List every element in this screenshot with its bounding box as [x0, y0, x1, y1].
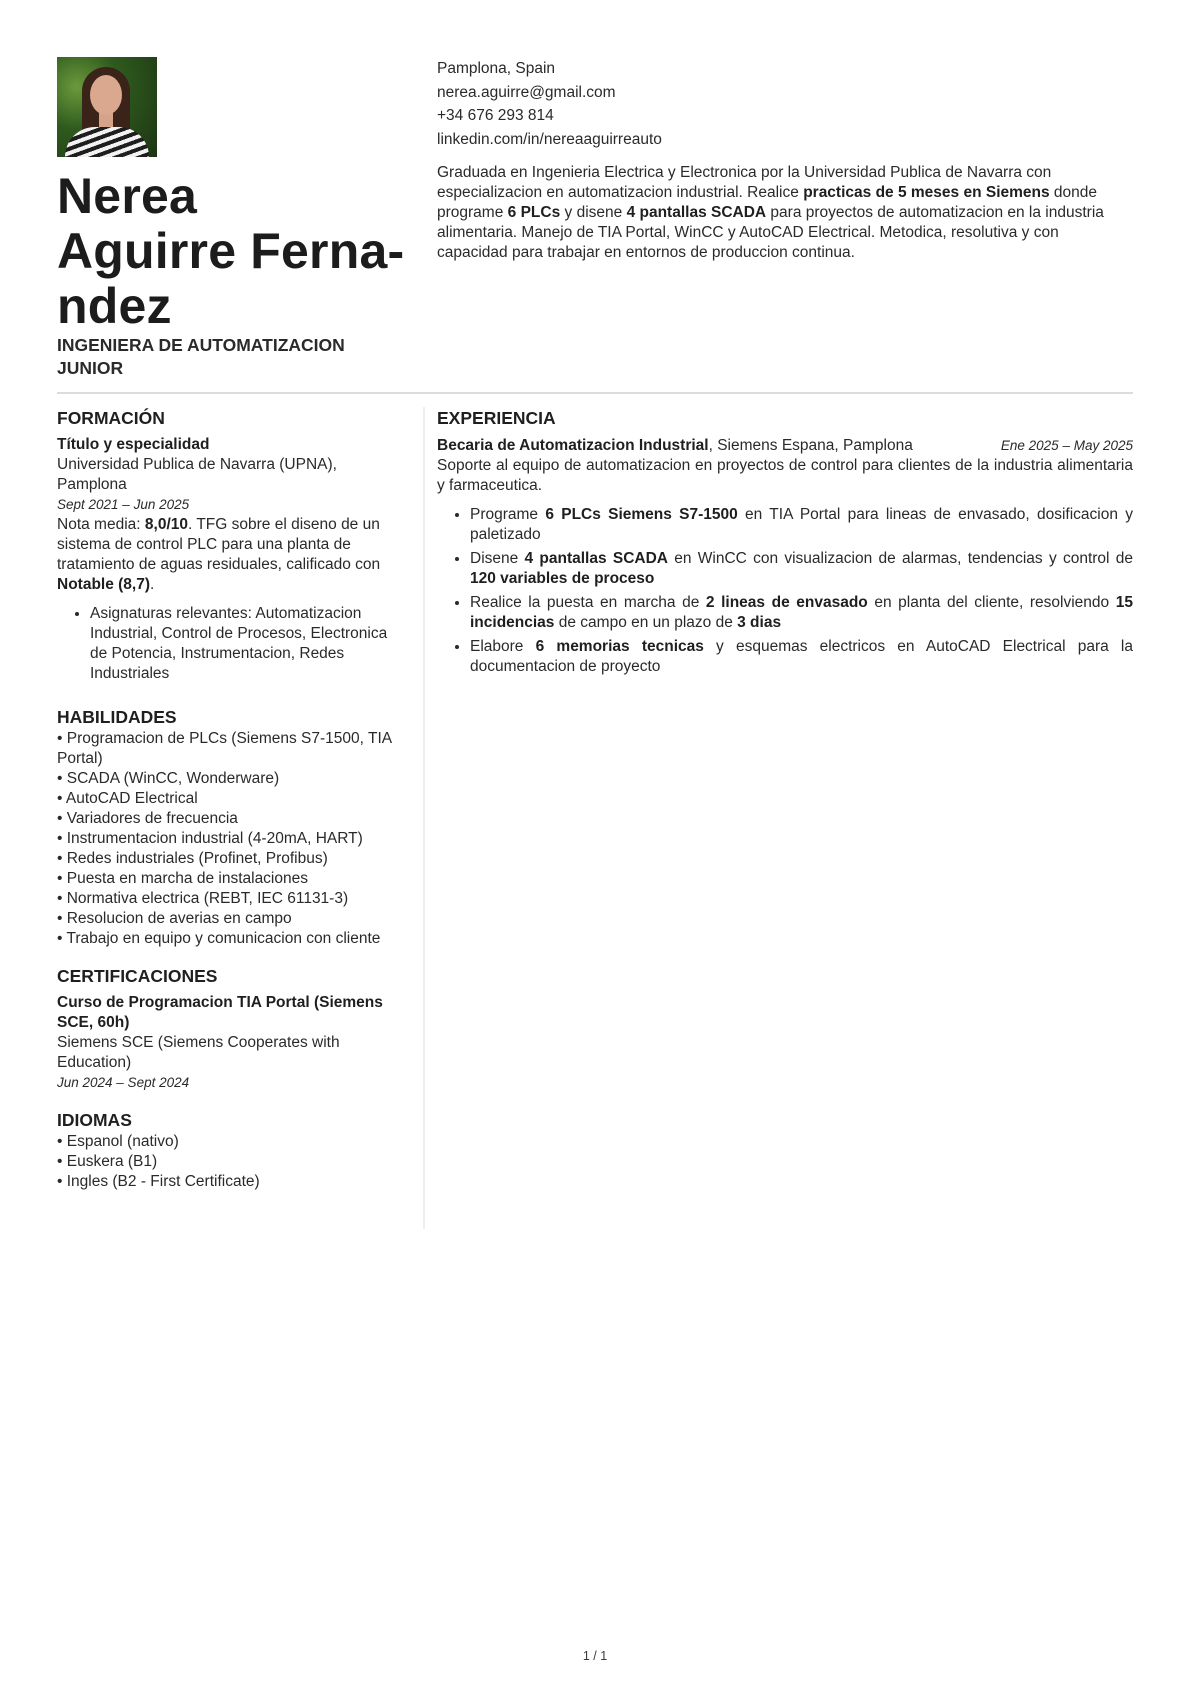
skill-item: • Puesta en marcha de instalaciones [57, 870, 308, 887]
education-details [57, 515, 407, 595]
section-heading: CERTIFICACIONES [57, 966, 218, 986]
summary-text: para proyectos de automatizacion en la industria alimentaria. Manejo de TIA Portal, WinCC y AutoCAD Electrical. Metodica, resolutiva y con capacidad para trabajar en entornos de produccion continua. [437, 204, 1104, 261]
photo-face [90, 75, 122, 115]
summary-text: Graduada en Ingenieria Electrica y Electronica por la Universidad Publica de Navarra con especializacion en automatizacion industrial. Realice [437, 164, 1052, 201]
bullet-text: Programe [470, 506, 546, 523]
certification-title: Curso de Programacion TIA Portal (Siemens SCE, 60h) [57, 994, 383, 1031]
contact-phone[interactable]: +34 676 293 814 [437, 107, 554, 124]
skill-item: • AutoCAD Electrical [57, 790, 198, 807]
summary-highlight: practicas de 5 meses en Siemens [803, 184, 1050, 201]
skills-section [57, 706, 407, 949]
name-line-2: Aguirre Ferna- [57, 223, 405, 279]
job-title-line-1: INGENIERA DE AUTOMATIZACION [57, 335, 345, 355]
languages-section [57, 1109, 407, 1192]
education-section [57, 407, 407, 684]
job-bullets [437, 505, 1133, 677]
certifications-section [57, 965, 407, 1093]
bullet-highlight: 120 variables de proceso [470, 570, 655, 587]
skill-item: • SCADA (WinCC, Wonderware) [57, 770, 280, 787]
job-title-line-2: JUNIOR [57, 358, 124, 378]
list-item: • Asignaturas relevantes: Automatizacion Industrial, Control de Procesos, Electronica de Potencia, Instrumentacion, Redes Industriales [90, 604, 407, 684]
summary-highlight: 4 pantallas SCADA [626, 204, 767, 221]
grade-value: 8,0/10 [144, 516, 188, 533]
tfg-text: . TFG sobre el diseno de un sistema de control PLC para una planta de tratamiento de aguas residuales, calificado con [57, 516, 381, 573]
profile-photo [57, 57, 157, 157]
list-item [470, 593, 1133, 633]
skills-list [57, 729, 407, 949]
bullet-text: y esquemas electricos en AutoCAD Electrical para la documentacion de proyecto [470, 638, 1133, 675]
resume-page [57, 57, 1133, 1229]
bullet-text: de campo en un plazo de [554, 614, 738, 631]
bullet-highlight: 2 lineas de envasado [705, 594, 868, 611]
summary-text: y disene [560, 204, 627, 221]
skill-item: • Resolucion de averias en campo [57, 910, 292, 927]
certification-dates: Jun 2024 – Sept 2024 [57, 1075, 190, 1090]
job-header [437, 436, 1133, 456]
header-divider [57, 392, 1133, 394]
grade-label: Nota media: [57, 516, 145, 533]
bullet-highlight: 6 PLCs Siemens S7-1500 [545, 506, 738, 523]
bullet-text: Elabore [470, 638, 536, 655]
experience-section [437, 407, 1133, 677]
job-role-company [437, 436, 913, 456]
left-column [57, 407, 425, 1229]
skill-item: • Programacion de PLCs (Siemens S7-1500, TIA Portal) [57, 730, 392, 767]
bullet-text: en TIA Portal para lineas de envasado, dosificacion y paletizado [470, 506, 1133, 543]
skill-item: • Normativa electrica (REBT, IEC 61131-3) [57, 890, 349, 907]
right-column [437, 407, 1133, 1229]
skill-item: • Variadores de frecuencia [57, 810, 238, 827]
punctuation: . [150, 576, 155, 593]
bullet-highlight: 3 dias [737, 614, 782, 631]
contact-location: Pamplona, Spain [437, 60, 556, 77]
language-item: • Euskera (B1) [57, 1153, 158, 1170]
language-item: • Espanol (nativo) [57, 1133, 179, 1150]
languages-list [57, 1132, 407, 1192]
education-bullets [57, 604, 407, 684]
resume-body [57, 407, 1133, 1229]
bullet-text: Realice la puesta en marcha de [470, 594, 706, 611]
skill-item: • Instrumentacion industrial (4-20mA, HART) [57, 830, 363, 847]
section-heading: EXPERIENCIA [437, 408, 556, 428]
summary-highlight: 6 PLCs [507, 204, 561, 221]
degree-title: Título y especialidad [57, 436, 210, 453]
skill-item: • Trabajo en equipo y comunicacion con cliente [57, 930, 381, 947]
language-item: • Ingles (B2 - First Certificate) [57, 1173, 260, 1190]
full-name [57, 169, 424, 334]
list-item [470, 549, 1133, 589]
job-role: Becaria de Automatizacion Industrial [437, 437, 709, 454]
bullet-text: en WinCC con visualizacion de alarmas, tendencias y control de [667, 550, 1133, 567]
bullet-highlight: 4 pantallas SCADA [524, 550, 668, 567]
bullet-highlight: 6 memorias tecnicas [535, 638, 704, 655]
contact-email[interactable]: nerea.aguirre@gmail.com [437, 83, 616, 101]
section-heading: HABILIDADES [57, 707, 177, 727]
bullet-highlight: 15 incidencias [470, 594, 1133, 631]
page-number: 1 / 1 [582, 1649, 608, 1663]
resume-header [57, 57, 1133, 380]
job-description: Soporte al equipo de automatizacion en proyectos de control para clientes de la industria alimentaria y farmaceutica. [437, 457, 1133, 494]
contact-linkedin[interactable]: linkedin.com/in/nereaaguirreauto [437, 130, 662, 148]
identity-block [57, 57, 424, 380]
contact-summary-block [437, 57, 1133, 380]
list-item [470, 637, 1133, 677]
photo-striped-top [65, 127, 149, 157]
skill-item: • Redes industriales (Profinet, Profibus) [57, 850, 328, 867]
name-line-1: Nerea [57, 168, 197, 224]
professional-summary [437, 163, 1133, 263]
education-dates: Sept 2021 – Jun 2025 [57, 497, 190, 512]
name-line-3: ndez [57, 278, 172, 334]
certification-issuer: Siemens SCE (Siemens Cooperates with Education) [57, 1034, 340, 1071]
tfg-grade: Notable (8,7) [57, 576, 151, 593]
section-heading: FORMACIÓN [57, 408, 165, 428]
list-item [470, 505, 1133, 545]
job-company: , Siemens Espana, Pamplona [708, 437, 913, 454]
job-title [57, 334, 424, 380]
job-dates: Ene 2025 – May 2025 [1000, 438, 1133, 453]
section-heading: IDIOMAS [57, 1110, 132, 1130]
bullet-text: Disene [470, 550, 525, 567]
bullet-text: en planta del cliente, resolviendo [867, 594, 1116, 611]
institution: Universidad Publica de Navarra (UPNA), Pamplona [57, 456, 337, 493]
contact-info [437, 57, 1133, 151]
summary-text: donde programe [437, 184, 1098, 221]
